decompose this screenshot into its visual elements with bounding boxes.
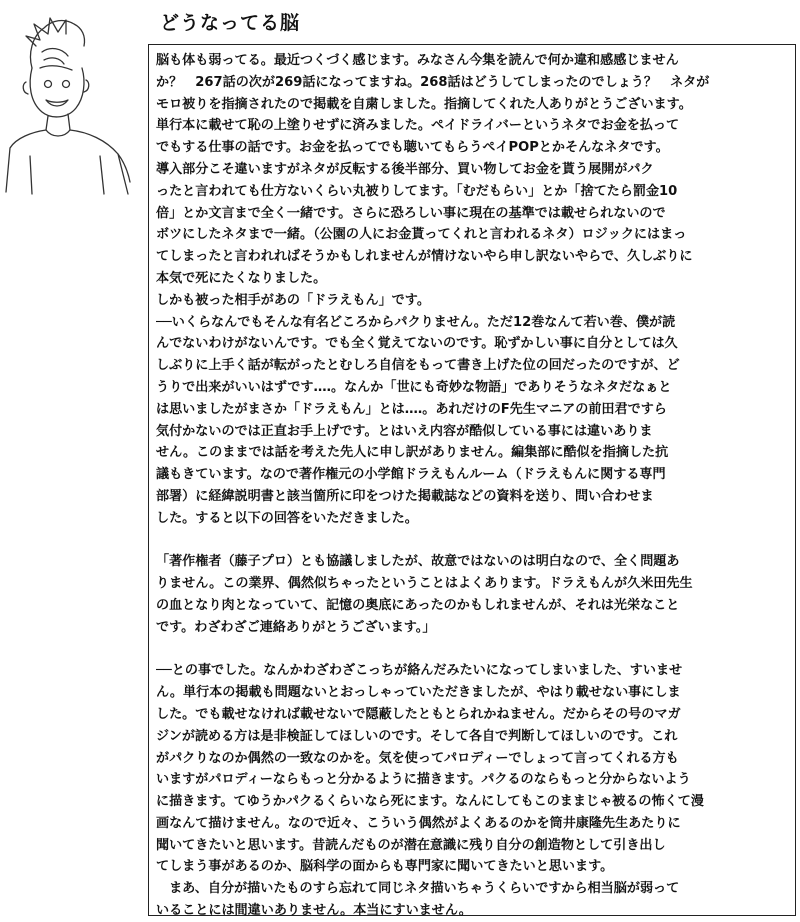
text-line: 脳も体も弱ってる。最近つくづく感じます。みなさん今集を読んで何か違和感感じません (156, 53, 679, 68)
text-line: いますがパロディーならもっと分かるように描きます。パクるのならもっと分からないよう (156, 772, 691, 788)
text-line: です。わざわざご連絡ありがとうございます。」 (156, 619, 436, 635)
text-line: しかも被った相手があの「ドラえもん」です。 (156, 292, 430, 308)
text-line: いることには間違いありません。本当にすいません。 (156, 903, 472, 919)
paragraph-3 (156, 660, 788, 922)
text-line: でもする仕事の話です。お金を払ってでも聴いてもらうペイPOPとかそんなネタです。 (156, 140, 669, 156)
text-line: は思いましたがまさか「ドラえもん」とは‥‥。あれだけのF先生マニアの前田君ですら (156, 401, 667, 417)
text-line: りません。この業界、偶然似ちゃったということはよくあります。ドラえもんが久米田先生 (156, 576, 693, 592)
paragraph-gap (156, 639, 788, 661)
text-line: ──いくらなんでもそんな有名どころからパクりません。ただ12巻なんて若い巻、僕が読 (156, 314, 676, 330)
text-line: ジンが読める方は是非検証してほしいのです。そして各自で判断してほしいのです。これ (156, 728, 678, 744)
text-line: がパクりなのか偶然の一致なのかを。気を使ってパロディーでしょって言ってくれる方も (156, 750, 679, 766)
text-line: に描きます。てゆうかパクるくらいなら死にます。なんにしてもこのままじゃ被るの怖くて漫 (156, 794, 704, 810)
text-line: んでないわけがないんです。でも全く覚えてないのです。恥ずかしい事に自分としては久 (156, 336, 678, 352)
text-line: 部署）に経緯説明書と該当箇所に印をつけた掲載誌などの資料を送り、問い合わせま (156, 488, 654, 504)
text-line: 単行本に載せて恥の上塗りせずに済みました。ペイドライバーというネタでお金を払って (156, 118, 680, 134)
text-line: しぶりに上手く話が転がったとむしろ自信をもって書き上げた位の回だったのですが、ど (156, 358, 680, 374)
quoted-reply (156, 551, 788, 638)
text-line: てしまったと言われればそうかもしれませんが情けないやら申し訳ないやらで、久しぶりに (156, 249, 693, 265)
text-line: した。すると以下の回答をいただきました。 (156, 510, 418, 526)
text-line: ったと言われても仕方ないくらい丸被りしてます。「むだもらい」とか「捨てたら罰金10 (156, 183, 678, 199)
text-line: ──との事でした。なんかわざわざこっちが絡んだみたいになってしまいました、すいませ (156, 663, 683, 679)
text-line: 画なんて描けません。なので近々、こういう偶然がよくあるのかを筒井康隆先生あたりに (156, 815, 681, 831)
text-line: した。でも載せなければ載せないで隠蔽したともとられかねません。だからその号のマガ (156, 706, 681, 722)
text-line: てしまう事があるのか、脳科学の面からも専門家に聞いてきたいと思います。 (156, 859, 614, 875)
author-self-portrait-illustration (2, 6, 142, 196)
text-line: 聞いてきたいと思います。昔読んだものが潜在意識に残り自分の創造物として引き出し (156, 837, 666, 853)
article-body (156, 50, 788, 922)
text-line: 「著作権者（藤子プロ）とも協議しましたが、故意ではないのは明白なので、全く問題あ (156, 554, 680, 570)
text-line: 気付かないのでは正直お手上げです。とはいえ内容が酷似している事には違いありま (156, 423, 653, 439)
text-line: の血となり肉となっていて、記憶の奥底にあったのかもしれませんが、それは光栄なこと (156, 597, 680, 613)
text-line: 導入部分こそ違いますがネタが反転する後半部分、買い物してお金を貰う展開がパク (156, 161, 654, 177)
text-line: モロ被りを指摘されたので掲載を自粛しました。指摘してくれた人ありがとうございます。 (156, 96, 692, 112)
text-line: ボツにしたネタまで一緒。（公園の人にお金貰ってくれと言われるネタ）ロジックにはまっ (156, 227, 687, 243)
text-line: せん。このままでは話を考えた先人に申し訳がありません。編集部に酷似を指摘した抗 (156, 445, 669, 461)
text-line: うりで出来がいいはずです‥‥。なんか「世にも奇妙な物語」でありそうなネタだなぁと (156, 379, 672, 395)
text-line: か？ 267話の次が269話になってますね。268話はどうしてしまったのでしょう？ ネタが (156, 74, 710, 90)
text-line: 倍」とか文言まで全く一緒です。さらに恐ろしい事に現在の基準では載せられないので (156, 205, 666, 221)
text-line: まあ、自分が描いたものすら忘れて同じネタ描いちゃうくらいですから相当脳が弱って (156, 881, 680, 897)
page-title: どうなってる脳 (160, 12, 301, 34)
paragraph-1 (156, 50, 788, 530)
text-line: 議もきています。なので著作権元の小学館ドラえもんルーム（ドラえもんに関する専門 (156, 467, 666, 483)
text-line: ん。単行本の掲載も問題ないとおっしゃっていただきましたが、やはり載せない事にしま (156, 685, 681, 701)
paragraph-gap (156, 530, 788, 552)
text-line: 本気で死にたくなりました。 (156, 270, 327, 286)
